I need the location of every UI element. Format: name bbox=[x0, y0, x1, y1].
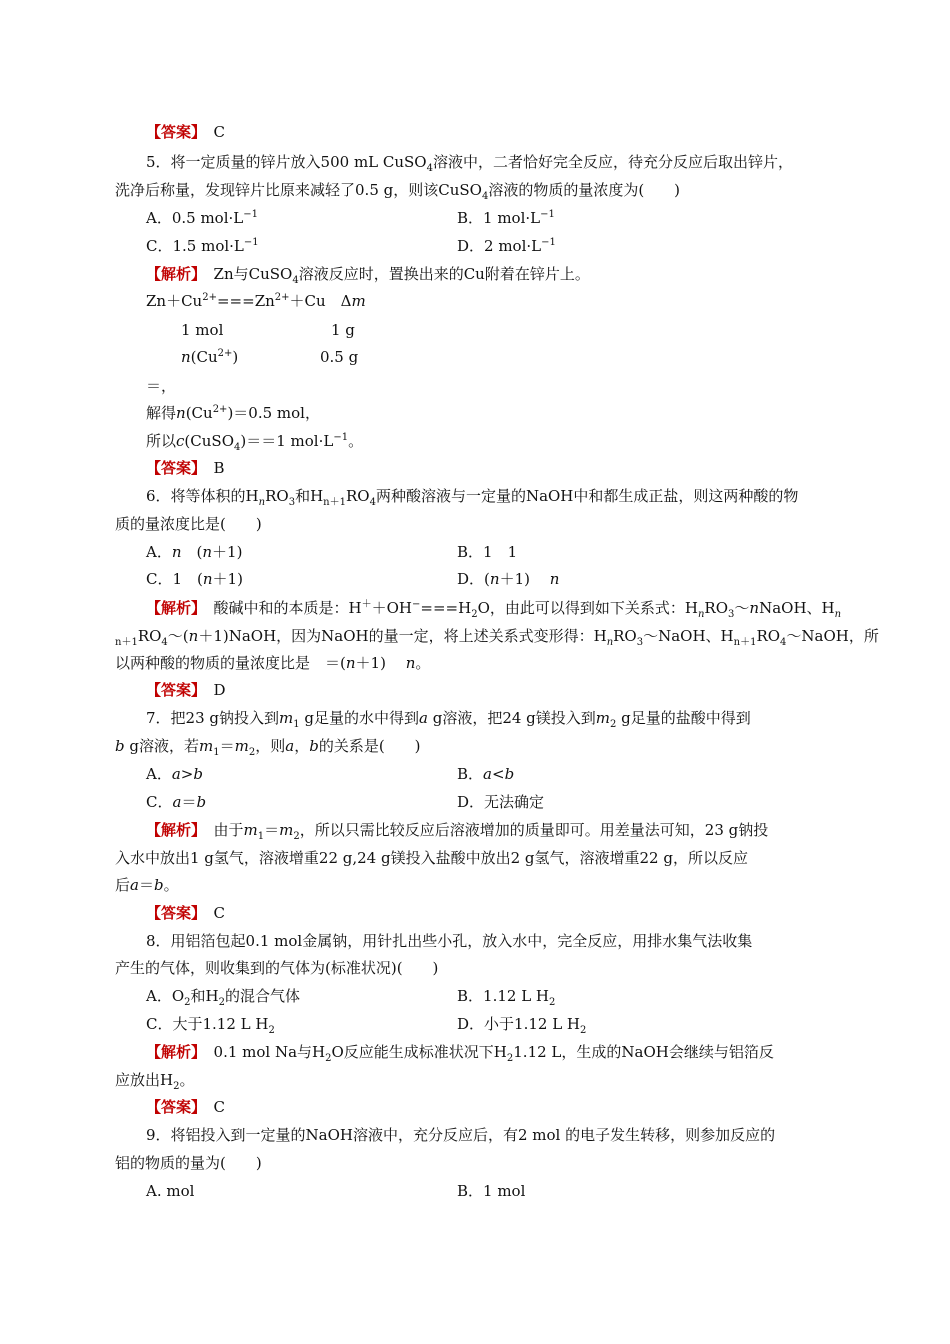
q8-stem-line1: 8．用铝箔包起0.1 mol金属钠，用针扎出些小孔，放入水中，完全反应，用排水集气法收集 bbox=[146, 932, 753, 950]
q8-option-b: B．1.12 L $H_2$ bbox=[457, 987, 556, 1008]
q7-stem-line1: 7．把23 g钠投入到$m_1$ g足量的水中得到a g溶液，把24 g镁投入到$m_2$ g足量的盐酸中得到 bbox=[146, 709, 751, 730]
q7-option-a: A．a>b bbox=[146, 765, 203, 783]
q7-option-c: C．a＝b bbox=[146, 793, 207, 811]
q9-option-a: A. mol bbox=[146, 1182, 195, 1200]
q9-stem-line1: 9．将铝投入到一定量的NaOH溶液中，充分反应后，有2 mol 的电子发生转移，则参加反应的 bbox=[146, 1126, 776, 1144]
q5-solution: 解得$n(Cu^{2+})=0.5$ mol， bbox=[146, 404, 320, 422]
answer-label: 【答案】 bbox=[146, 123, 199, 141]
q7-analysis-line2: 入水中放出1 g氢气，溶液增重22 g,24 g镁投入盐酸中放出2 g氢气，溶液增重22 g，所以反应 bbox=[115, 849, 748, 867]
q5-conclusion: 所以c(CuSO$_4$)＝＝1 $mol\cdot L^{-1}$。 bbox=[146, 432, 364, 453]
q4-answer: 【答案】 C bbox=[146, 123, 226, 141]
q6-stem-line1: 6．将等体积的$H_nRO_3$和$H_{n+1}RO_4$两种酸溶液与一定量的NaOH中和都生成正盐，则这两种酸的物 bbox=[146, 487, 799, 508]
q8-option-d: D．小于1.12 L $H_2$ bbox=[457, 1015, 587, 1036]
q7-analysis-line1: 【解析】 由于$m_1=m_2$，所以只需比较反应后溶液增加的质量即可。用差量法可知，23 g钠投 bbox=[146, 821, 769, 842]
q6-stem-line2: 质的量浓度比是( ) bbox=[115, 515, 262, 533]
q5-option-a: A．0.5 $mol\cdot L^{-1}$ bbox=[146, 209, 258, 227]
q6-analysis-line2: $_{n+1}RO_4\sim(n+1)NaOH$，因为NaOH的量一定，将上述关系式变形得：$H_nRO_3\sim NaOH$、$H_{n+1}RO_4\sim NaOH$，所 bbox=[115, 627, 879, 648]
q5-ratio-row2-left: $n(Cu^{2+})$ bbox=[181, 348, 239, 366]
q5-option-d: D．2 $mol\cdot L^{-1}$ bbox=[457, 237, 556, 255]
q5-stem-line2: 洗净后称量，发现锌片比原来减轻了0.5 g，则该CuSO$_4$溶液的物质的量浓度为( ) bbox=[115, 181, 681, 202]
q9-option-b: B．1 mol bbox=[457, 1182, 526, 1200]
q8-analysis-line2: 应放出$H_2$。 bbox=[115, 1071, 195, 1092]
q8-stem-line2: 产生的气体，则收集到的气体为(标准状况)( ) bbox=[115, 959, 439, 977]
q5-stem-line1: 5．将一定质量的锌片放入500 mL CuSO$_4$溶液中，二者恰好完全反应，待充分反应后取出锌片， bbox=[146, 153, 793, 174]
q5-ratio-row1-left: 1 mol bbox=[181, 321, 224, 339]
q7-option-d: D．无法确定 bbox=[457, 793, 545, 811]
q7-analysis-line3: 后a＝b。 bbox=[115, 876, 179, 894]
q7-answer: 【答案】 C bbox=[146, 904, 226, 922]
q6-option-a: A．n (n＋1) bbox=[146, 543, 243, 561]
q5-eq-sign: ＝， bbox=[146, 377, 177, 395]
q7-option-b: B．a<b bbox=[457, 765, 515, 783]
q7-stem-line2: b g溶液，若$m_1=m_2$，则a，b的关系是( ) bbox=[115, 737, 421, 758]
q6-analysis-line1: 【解析】 酸碱中和的本质是：$H^++OH^-===H_2O$，由此可以得到如下关系式：$H_nRO_3\sim nNaOH$、$H_n$ bbox=[146, 599, 842, 620]
q5-ratio-row1-right: 1 g bbox=[331, 321, 355, 339]
q8-answer: 【答案】 C bbox=[146, 1098, 226, 1116]
q5-answer: 【答案】 B bbox=[146, 459, 225, 477]
q8-option-c: C．大于1.12 L $H_2$ bbox=[146, 1015, 275, 1036]
q8-option-a: A．$O_2$和$H_2$的混合气体 bbox=[146, 987, 300, 1008]
q5-analysis-line1: 【解析】 Zn与CuSO$_4$溶液反应时，置换出来的Cu附着在锌片上。 bbox=[146, 265, 590, 286]
q8-analysis-line1: 【解析】 0.1 mol Na与$H_2O$反应能生成标准状况下$H_21.12$ L，生成的NaOH会继续与铝箔反 bbox=[146, 1043, 774, 1064]
q6-option-c: C．1 (n＋1) bbox=[146, 570, 243, 588]
q9-stem-line2: 铝的物质的量为( ) bbox=[115, 1154, 262, 1172]
q6-option-b: B．1 1 bbox=[457, 543, 518, 561]
q6-option-d: D．(n＋1) n bbox=[457, 570, 560, 588]
q6-analysis-line3: 以两种酸的物质的量浓度比是 ＝(n＋1) n。 bbox=[115, 654, 431, 672]
q5-ratio-row2-right: 0.5 g bbox=[320, 348, 359, 366]
q5-option-b: B．1 $mol\cdot L^{-1}$ bbox=[457, 209, 555, 227]
q5-option-c: C．1.5 $mol\cdot L^{-1}$ bbox=[146, 237, 259, 255]
q6-answer: 【答案】 D bbox=[146, 681, 226, 699]
q5-equation: $Zn+Cu^{2+}===Zn^{2+}+Cu$ Δm bbox=[146, 292, 366, 310]
